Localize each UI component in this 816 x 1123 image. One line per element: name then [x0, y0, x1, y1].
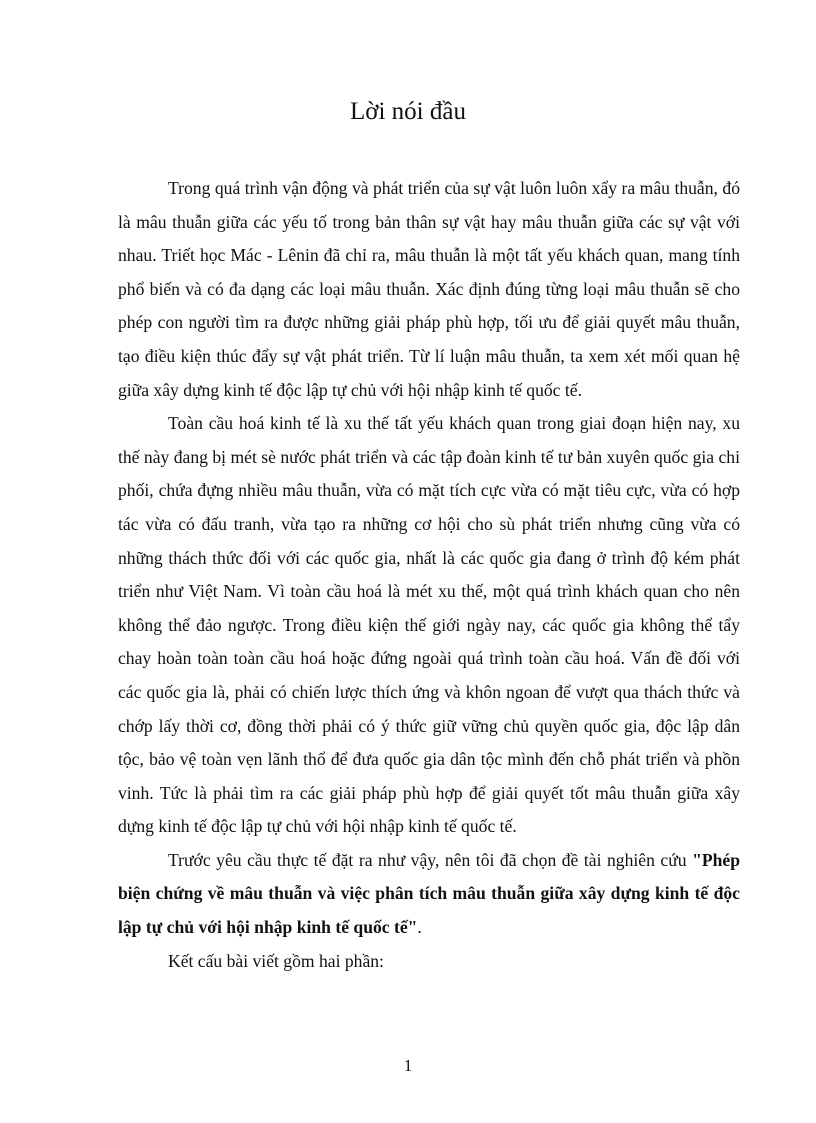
document-body	[118, 172, 740, 978]
page-number: 1	[403, 1056, 413, 1075]
document-title: Lời nói đầu	[350, 98, 466, 125]
paragraph-1: Trong quá trình vận động và phát triển của sự vật luôn luôn xẩy ra mâu thuẫn, đó là mâu thuẫn giữa các yếu tố trong bản thân sự vật hay mâu thuẫn giữa các sự vật với nhau. Triết học Mác - Lênin đã chỉ ra, mâu thuẫn là một tất yếu khách quan, mang tính phổ biến và có đa dạng các loại mâu thuẫn. Xác định đúng từng loại mâu thuẫn sẽ cho phép con người tìm ra được những giải pháp phù hợp, tối ưu để giải quyết mâu thuẫn, tạo điều kiện thúc đẩy sự vật phát triển. Từ lí luận mâu thuẫn, ta xem xét mối quan hệ giữa xây dựng kinh tế độc lập tự chủ với hội nhập kinh tế quốc tế.	[118, 178, 740, 400]
paragraph-3-end: .	[417, 917, 422, 938]
paragraph-3	[118, 844, 740, 945]
paragraph-3-lead: Trước yêu cầu thực tế đặt ra như vậy, nên tôi đã chọn đề tài nghiên cứu	[168, 849, 693, 870]
paragraph-2: Toàn cầu hoá kinh tế là xu thế tất yếu khách quan trong giai đoạn hiện nay, xu thế này đang bị mét sè nước phát triển và các tập đoàn kinh tế tư bản xuyên quốc gia chi phối, chứa đựng nhiều mâu thuẫn, vừa có mặt tích cực vừa có mặt tiêu cực, vừa có hợp tác vừa có đấu tranh, vừa tạo ra những cơ hội cho sù phát triển nhưng cũng vừa có những thách thức đối với các quốc gia, nhất là các quốc gia đang ở trình độ kém phát triển như Việt Nam. Vì toàn cầu hoá là mét xu thế, một quá trình khách quan cho nên không thể đảo ngược. Trong điều kiện thế giới ngày nay, các quốc gia không thể tẩy chay hoàn toàn toàn cầu hoá hoặc đứng ngoài quá trình toàn cầu hoá. Vấn đề đối với các quốc gia là, phải có chiến lược thích ứng và khôn ngoan để vượt qua thách thức và chớp lấy thời cơ, đồng thời phải có ý thức giữ vững chủ quyền quốc gia, độc lập dân tộc, bảo vệ toàn vẹn lãnh thổ để đưa quốc gia dân tộc mình đến chỗ phát triển và phồn vinh. Tức là phải tìm ra các giải pháp phù hợp để giải quyết tốt mâu thuẫn giữa xây dựng kinh tế độc lập tự chủ với hội nhập kinh tế quốc tế.	[118, 413, 740, 837]
research-topic-title: "Phép biện chứng về mâu thuẫn và việc phân tích mâu thuẫn giữa xây dựng kinh tế độc lập tự chủ với hội nhập kinh tế quốc tế"	[118, 849, 740, 938]
paragraph-4: Kết cấu bài viết gồm hai phần:	[168, 950, 384, 971]
